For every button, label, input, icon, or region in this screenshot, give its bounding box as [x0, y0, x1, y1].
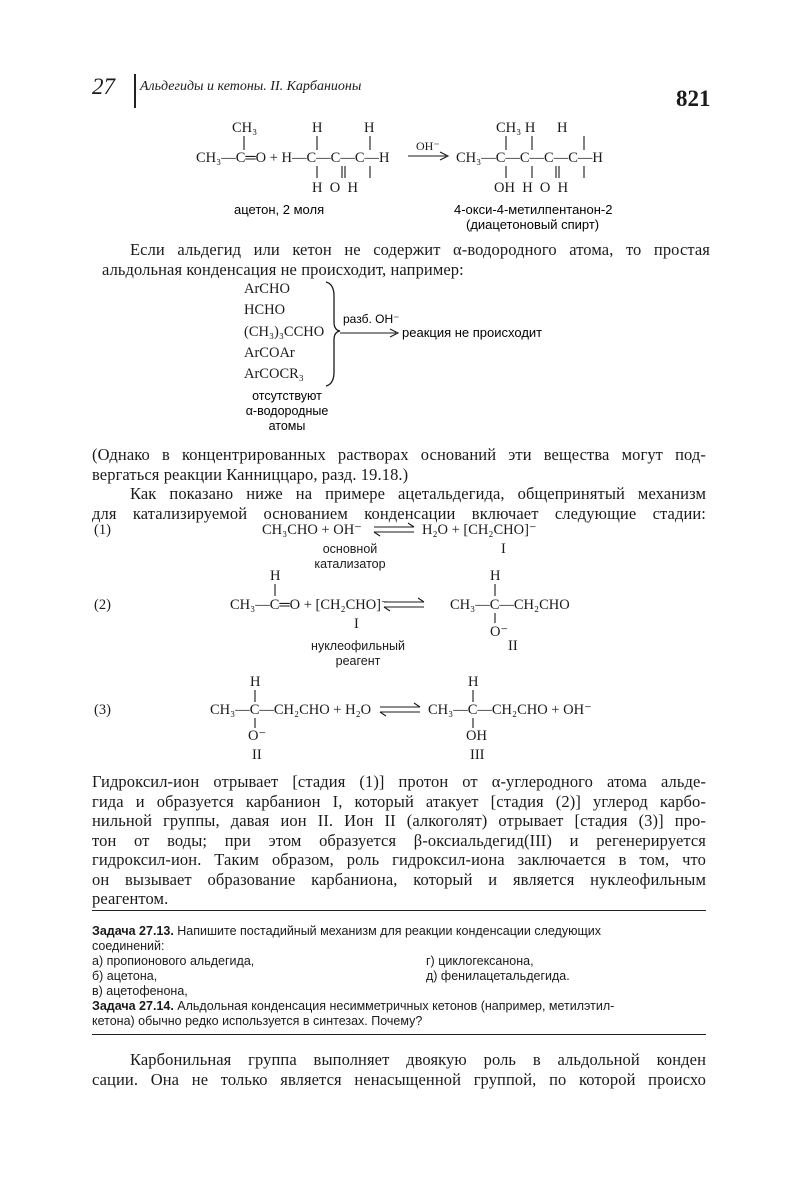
paragraph-5-line: Карбонильная группа выполняет двоякую роль в альдольной конден	[130, 1050, 706, 1069]
paragraph-3-line: для катализируемой основанием конденсации включает следующие стадии:	[92, 504, 706, 523]
step1-label: (1)	[94, 522, 111, 538]
paragraph-5-line: сации. Она не только является ненасыщенной группой, по которой происхо	[92, 1070, 706, 1089]
step2-under-mid: I	[354, 616, 359, 632]
paragraph-2-line: вергаться реакции Канниццаро, разд. 19.18.)	[92, 465, 409, 484]
scheme1-left-bottom: H O H	[312, 180, 358, 196]
paragraph-1-line: альдольная конденсация не происходит, например:	[102, 260, 464, 279]
scheme1-arrow-label: OH⁻	[416, 139, 440, 153]
step3-label: (3)	[94, 702, 111, 718]
header-divider	[134, 74, 136, 108]
scheme1-left-h1: H	[312, 120, 323, 136]
step2-right-bottom: O⁻	[490, 624, 509, 640]
step3-left-top: H	[250, 674, 261, 690]
scheme2-compound: ArCHO	[244, 281, 290, 297]
task-item: г) циклогексанона,	[426, 954, 534, 968]
paragraph-4-line: тон от воды; при этом образуется β-оксиальдегид(III) и регенерируется	[92, 830, 706, 850]
chapter-number: 27	[92, 74, 115, 99]
step1-under-right: I	[501, 541, 506, 557]
step2-under-right: II	[508, 638, 518, 654]
step2-under-mid-2: реагент	[335, 654, 381, 668]
task-27-13-text-2: соединений:	[92, 939, 165, 953]
divider-top	[92, 910, 706, 911]
step2-right: CH₃—C—CH₂CHO	[450, 597, 570, 613]
task-27-13-items-left	[92, 954, 254, 999]
paragraph-4-line: реагентом.	[92, 889, 169, 908]
step2-left: CH₃—C═O + [CH₂CHO]⁻	[230, 597, 389, 613]
step1-left: CH₃CHO + OH⁻	[262, 522, 362, 538]
task-item: а) пропионового альдегида,	[92, 954, 255, 968]
step3-left: CH₃—C—CH₂CHO + H₂O	[210, 702, 372, 718]
scheme2-compound: (CH₃)₃CCHO	[244, 324, 325, 340]
task-27-14-label: Задача 27.14.	[92, 999, 174, 1013]
scheme-acetone-condensation	[0, 110, 790, 240]
task-27-13-label: Задача 27.13.	[92, 924, 174, 938]
task-27-13-text: Напишите постадийный механизм для реакции конденсации следующих	[177, 924, 601, 938]
scheme2-arrow-label: разб. OH⁻	[343, 312, 400, 326]
step2-under-mid-1: нуклеофильный	[311, 639, 405, 653]
paragraph-4	[92, 772, 706, 909]
step3-under-right: III	[470, 747, 485, 763]
scheme1-caption-right-1: 4-окси-4-метилпентанон-2	[454, 202, 613, 217]
scheme1-right-main: CH₃—C—C—C—C—H	[456, 150, 603, 166]
step3-right: CH₃—C—CH₂CHO + OH⁻	[428, 702, 592, 718]
scheme1-caption-right-2: (диацетоновый спирт)	[466, 217, 600, 232]
task-item: в) ацетофенона,	[92, 984, 188, 998]
mechanism-steps	[0, 518, 790, 768]
paragraph-4-line: нильной группы, давая ион II. Ион II (алкоголят) отрывает [стадия (3)] про-	[92, 811, 706, 830]
scheme1-right-bottom: OH H O H	[494, 180, 569, 196]
step1-right: H₂O + [CH₂CHO]⁻	[422, 522, 537, 538]
paragraph-5	[92, 1050, 706, 1090]
step2-right-top: H	[490, 568, 501, 584]
step1-under-left: катализатор	[314, 557, 386, 571]
scheme2-compound: ArCOCR₃	[244, 366, 304, 382]
scheme2-note: атомы	[268, 419, 306, 433]
task-item: д) фенилацетальдегида.	[426, 969, 570, 983]
task-item: б) ацетона,	[92, 969, 158, 983]
scheme1-left-h2: H	[364, 120, 375, 136]
scheme2-note: α-водородные	[245, 404, 329, 418]
task-27-13-items-right	[426, 954, 570, 984]
scheme-no-alpha-hydrogen	[0, 276, 790, 440]
step1-under-left: основной	[322, 542, 378, 556]
paragraph-4-line: он вызывает образование карбаниона, который и является нуклеофильным	[92, 869, 706, 889]
scheme1-left-main: CH₃—C═O + H—C—C—C—H	[196, 150, 390, 166]
step3-under-left: II	[252, 747, 262, 763]
step2-label: (2)	[94, 597, 111, 613]
scheme2-brace	[326, 282, 340, 386]
paragraph-4-line: гидроксил-ион. Таким образом, роль гидроксил-иона заключается в том, что	[92, 850, 706, 869]
chapter-title: Альдегиды и кетоны. II. Карбанионы	[140, 79, 362, 94]
scheme1-right-top: CH₃ H H	[496, 120, 568, 136]
step3-left-bottom: O⁻	[248, 728, 267, 744]
step3-right-top: H	[468, 674, 479, 690]
paragraph-1	[102, 240, 710, 280]
step2-left-top: H	[270, 568, 281, 584]
paragraph-3-line: Как показано ниже на примере ацетальдегида, общепринятый механизм	[130, 484, 706, 503]
page-number: 821	[676, 86, 711, 111]
scheme2-result: реакция не происходит	[402, 325, 543, 340]
paragraph-1-line: Если альдегид или кетон не содержит α-водородного атома, то простая	[130, 240, 710, 259]
task-27-14-text-2: кетона) обычно редко используется в синтезах. Почему?	[92, 1014, 423, 1028]
divider-bottom	[92, 1034, 706, 1035]
paragraph-2	[92, 445, 706, 485]
paragraph-2-line: (Однако в концентрированных растворах оснований эти вещества могут под-	[92, 445, 706, 464]
scheme2-compound: HCHO	[244, 302, 286, 318]
paragraph-4-line: Гидроксил-ион отрывает [стадия (1)] протон от α-углеродного атома альде-	[92, 772, 706, 791]
task-27-13	[92, 924, 706, 1029]
scheme2-compound: ArCOAr	[244, 345, 295, 361]
scheme1-left-top: CH₃	[232, 120, 258, 136]
step3-right-bottom: OH	[466, 728, 487, 744]
scheme1-caption-left: ацетон, 2 моля	[234, 202, 325, 217]
paragraph-4-line: гида и образуется карбанион I, который атакует [стадия (2)] углерод карбо-	[92, 791, 706, 811]
task-27-14-text: Альдольная конденсация несимметричных кетонов (например, метилэтил-	[177, 999, 615, 1013]
scheme2-note: отсутствуют	[252, 389, 322, 403]
